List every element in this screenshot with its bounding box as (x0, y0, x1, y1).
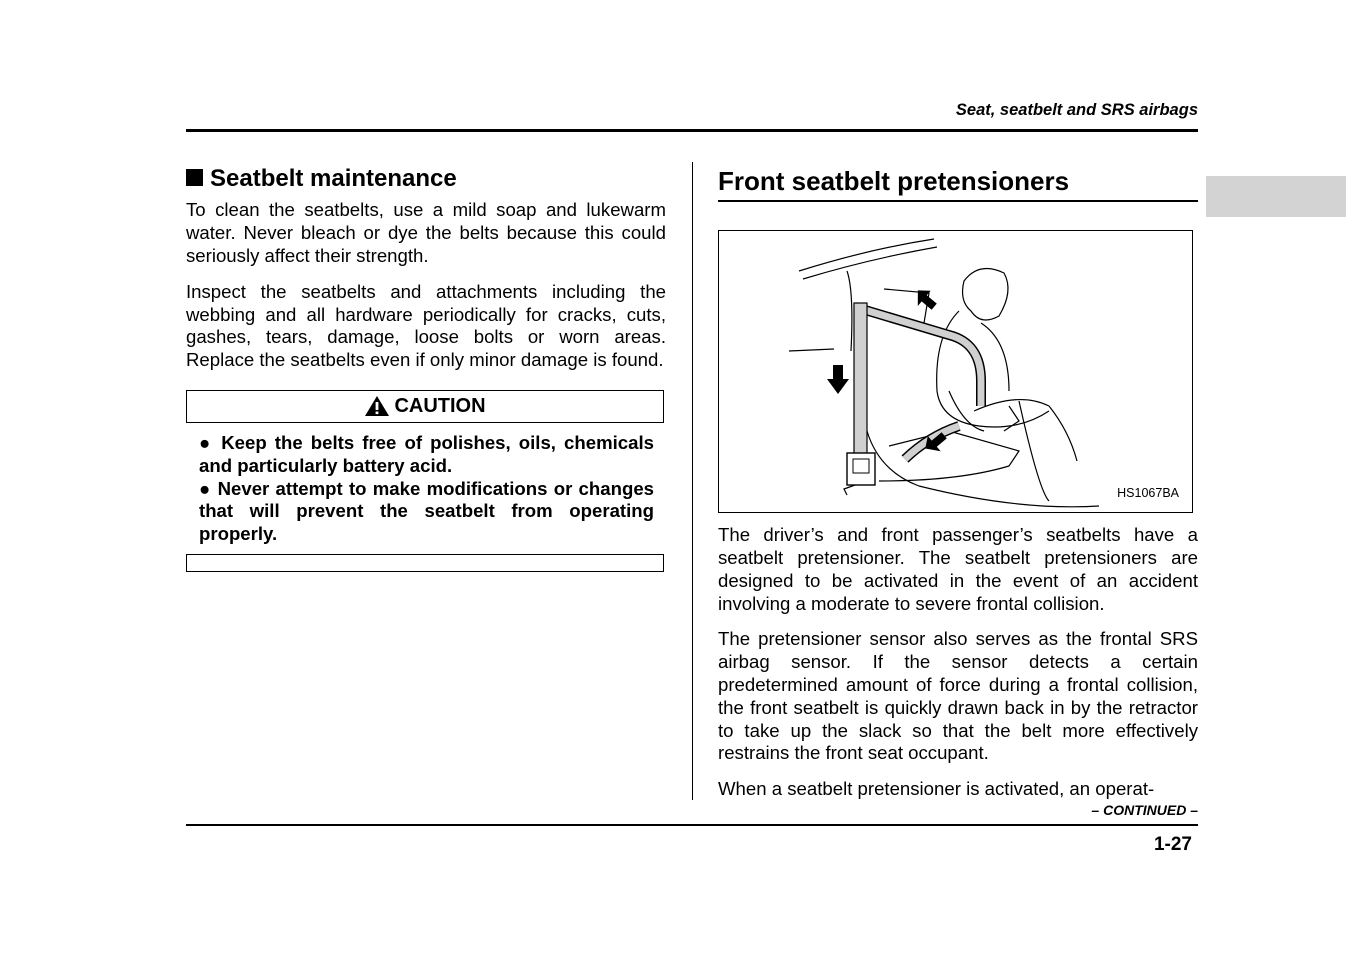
page-title: Front seatbelt pretensioners (718, 166, 1070, 196)
title-rule (718, 200, 1198, 202)
caution-list (186, 423, 666, 546)
caution-banner (186, 390, 664, 423)
page-number: 1-27 (1153, 834, 1192, 855)
figure-code: HS1067BA (1117, 486, 1179, 501)
paragraph: When a seatbelt pretensioner is activated, an operat- (718, 778, 1155, 800)
paragraph: Inspect the seatbelts and attachments including the webbing and all hardware periodically for cracks, cuts, gashes, tears, damage, loose bolts or worn areas. Replace the seatbelts even if only minor damage is found. (186, 280, 666, 371)
section-tab (1206, 176, 1346, 217)
caution-item: ● Keep the belts free of polishes, oils, chemicals and particularly battery acid. (199, 431, 654, 476)
caution-end-box (186, 554, 664, 572)
paragraph: To clean the seatbelts, use a mild soap and lukewarm water. Never bleach or dye the belts because this could seriously affect their strength. (186, 199, 666, 266)
left-column (186, 166, 666, 572)
pretensioner-illustration (718, 230, 1193, 513)
right-column (718, 166, 1198, 814)
footer-rule (186, 824, 1198, 826)
section-heading: Seatbelt maintenance (186, 166, 666, 192)
header-rule (186, 129, 1198, 132)
column-divider (692, 162, 693, 800)
seat-occupant-drawing (719, 231, 1192, 512)
caution-item: ● Never attempt to make modifications or changes that will prevent the seatbelt from operating properly. (199, 477, 654, 545)
running-header: Seat, seatbelt and SRS airbags (955, 101, 1198, 119)
continued-label: – CONTINUED – (1091, 802, 1198, 818)
paragraph: The driver’s and front passenger’s seatbelts have a seatbelt pretensioner. The seatbelt pretensioners are designed to be activated in the event of an accident involving a moderate to severe frontal collision. (718, 524, 1198, 614)
paragraph: The pretensioner sensor also serves as the frontal SRS airbag sensor. If the sensor detects a certain predetermined amount of force during a frontal collision, the front seatbelt is quickly drawn back in by the retractor to take up the slack so that the belt more effectively restrains the front seat occupant. (718, 628, 1198, 764)
caution-label: CAUTION (394, 394, 486, 417)
square-bullet-icon (186, 169, 203, 186)
warning-triangle-icon (364, 395, 390, 417)
